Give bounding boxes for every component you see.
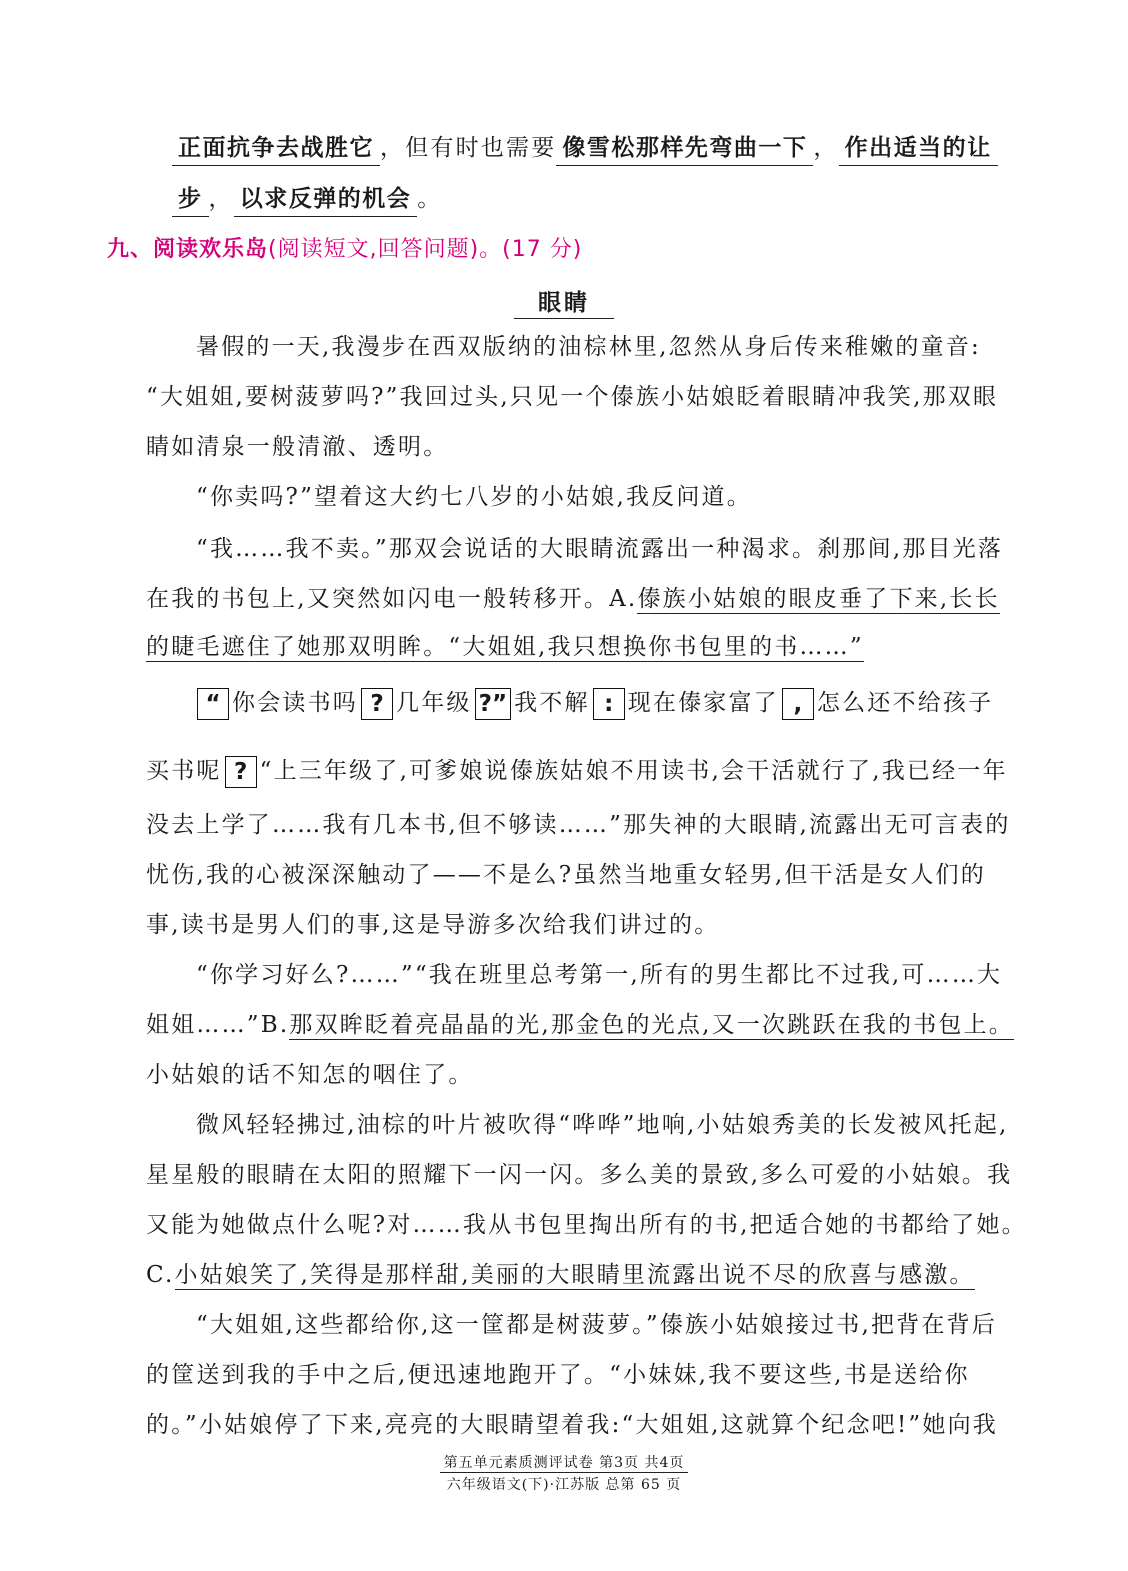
- page-footer: [0, 1452, 1128, 1472]
- answer-blank: 步: [172, 182, 209, 217]
- paragraph-line: 睛如清泉一般清澈、透明。: [146, 434, 449, 460]
- underlined-sentence-a: 傣族小姑娘的眼皮垂了下来,长长: [637, 586, 1000, 612]
- text: 怎么还不给孩子: [816, 690, 994, 716]
- text: “上三年级了,可爹娘说傣族姑娘不用读书,会干活就行了,我已经一年: [259, 758, 1008, 784]
- paragraph-line: 没去上学了……我有几本书,但不够读……”那失神的大眼睛,流露出无可言表的: [146, 812, 1011, 838]
- text: 几年级: [396, 690, 472, 716]
- underlined-sentence-b: 那双眸眨着亮晶晶的光,那金色的光点,又一次跳跃在我的书包上。: [289, 1012, 1014, 1038]
- underlined-sentence-a: 的睫毛遮住了她那双明眸。“大姐姐,我只想换你书包里的书……”: [146, 634, 864, 660]
- paragraph-line: 的。”小姑娘停了下来,亮亮的大眼睛望着我:“大姐姐,这就算个纪念吧!”她向我: [146, 1412, 998, 1438]
- marker-a: A.: [609, 586, 638, 612]
- paragraph-line: 星星般的眼睛在太阳的照耀下一闪一闪。多么美的景致,多么可爱的小姑娘。我: [146, 1162, 1013, 1188]
- text: ，但有时也需要: [380, 135, 557, 161]
- answer-line-2: [172, 182, 1052, 217]
- text: 买书呢: [146, 758, 222, 784]
- text: 我不解: [514, 690, 590, 716]
- footer-line-2: 六年级语文(下)·江苏版 总第 65 页: [446, 1477, 682, 1493]
- text: 姐姐……”B.: [146, 1012, 290, 1038]
- punctuation-box: ,: [782, 688, 814, 720]
- text: ，: [813, 135, 839, 161]
- paragraph-line: 的筐送到我的手中之后,便迅速地跑开了。“小妹妹,我不要这些,书是送给你: [146, 1362, 970, 1388]
- answer-blank: 以求反弹的机会: [234, 182, 418, 217]
- text: 现在傣家富了: [627, 690, 779, 716]
- paragraph-line: “你学习好么?……”“我在班里总考第一,所有的男生都比不过我,可……大: [196, 962, 1003, 988]
- section-instructions: (阅读短文,回答问题)。(17 分): [268, 237, 583, 262]
- section-heading: [107, 232, 582, 263]
- paragraph-line: [146, 582, 1026, 616]
- paragraph-line: 暑假的一天,我漫步在西双版纳的油棕林里,忽然从身后传来稚嫩的童音:: [196, 334, 981, 360]
- story-title: 眼睛: [0, 284, 1128, 317]
- answer-blank: 像雪松那样先弯曲一下: [556, 131, 813, 166]
- punctuation-box: :: [593, 688, 625, 720]
- answer-blank: 正面抗争去战胜它: [172, 131, 380, 166]
- page-footer: [0, 1474, 1128, 1494]
- punctuation-line: [146, 754, 1026, 788]
- punctuation-box: ?: [225, 756, 257, 788]
- footer-line-1: 第五单元素质测评试卷 第3页 共4页: [440, 1455, 689, 1473]
- paragraph-line: 小姑娘的话不知怎的咽住了。: [146, 1062, 474, 1088]
- text: ，: [208, 186, 234, 212]
- paragraph-line: 事,读书是男人们的事,这是导游多次给我们讲过的。: [146, 912, 720, 938]
- underlined-sentence-c: 小姑娘笑了,笑得是那样甜,美丽的大眼睛里流露出说不尽的欣喜与感激。: [174, 1262, 975, 1288]
- section-title: 九、阅读欢乐岛: [107, 237, 269, 262]
- paragraph-line: “你卖吗?”望着这大约七八岁的小姑娘,我反问道。: [196, 484, 752, 510]
- punctuation-box: ?: [361, 688, 393, 720]
- paragraph-line: “大姐姐,这些都给你,这一筐都是树菠萝。”傣族小姑娘接过书,把背在背后: [196, 1312, 997, 1338]
- answer-blank: 作出适当的让: [839, 131, 998, 166]
- paragraph-line: “我……我不卖。”那双会说话的大眼睛流露出一种渴求。刹那间,那目光落: [196, 536, 1004, 562]
- paragraph-line: [146, 630, 1026, 664]
- punctuation-box: ?”: [475, 688, 511, 720]
- marker-c: C.: [146, 1262, 175, 1288]
- text: 。: [417, 186, 443, 212]
- punctuation-line: [194, 686, 1074, 720]
- paragraph-line: 又能为她做点什么呢?对……我从书包里掏出所有的书,把适合她的书都给了她。: [146, 1212, 1027, 1238]
- paragraph-line: 忧伤,我的心被深深触动了——不是么?虽然当地重女轻男,但干活是女人们的: [146, 862, 986, 888]
- text: 在我的书包上,又突然如闪电一般转移开。: [146, 586, 610, 612]
- paragraph-line: [146, 1008, 1026, 1042]
- paragraph-line: “大姐姐,要树菠萝吗?”我回过头,只见一个傣族小姑娘眨着眼睛冲我笑,那双眼: [146, 384, 999, 410]
- answer-line-1: [172, 131, 1052, 166]
- paragraph-line: [146, 1258, 1026, 1292]
- paragraph-line: 微风轻轻拂过,油棕的叶片被吹得“哗哗”地响,小姑娘秀美的长发被风托起,: [196, 1112, 1009, 1138]
- punctuation-box: “: [197, 688, 229, 720]
- text: 你会读书吗: [232, 690, 358, 716]
